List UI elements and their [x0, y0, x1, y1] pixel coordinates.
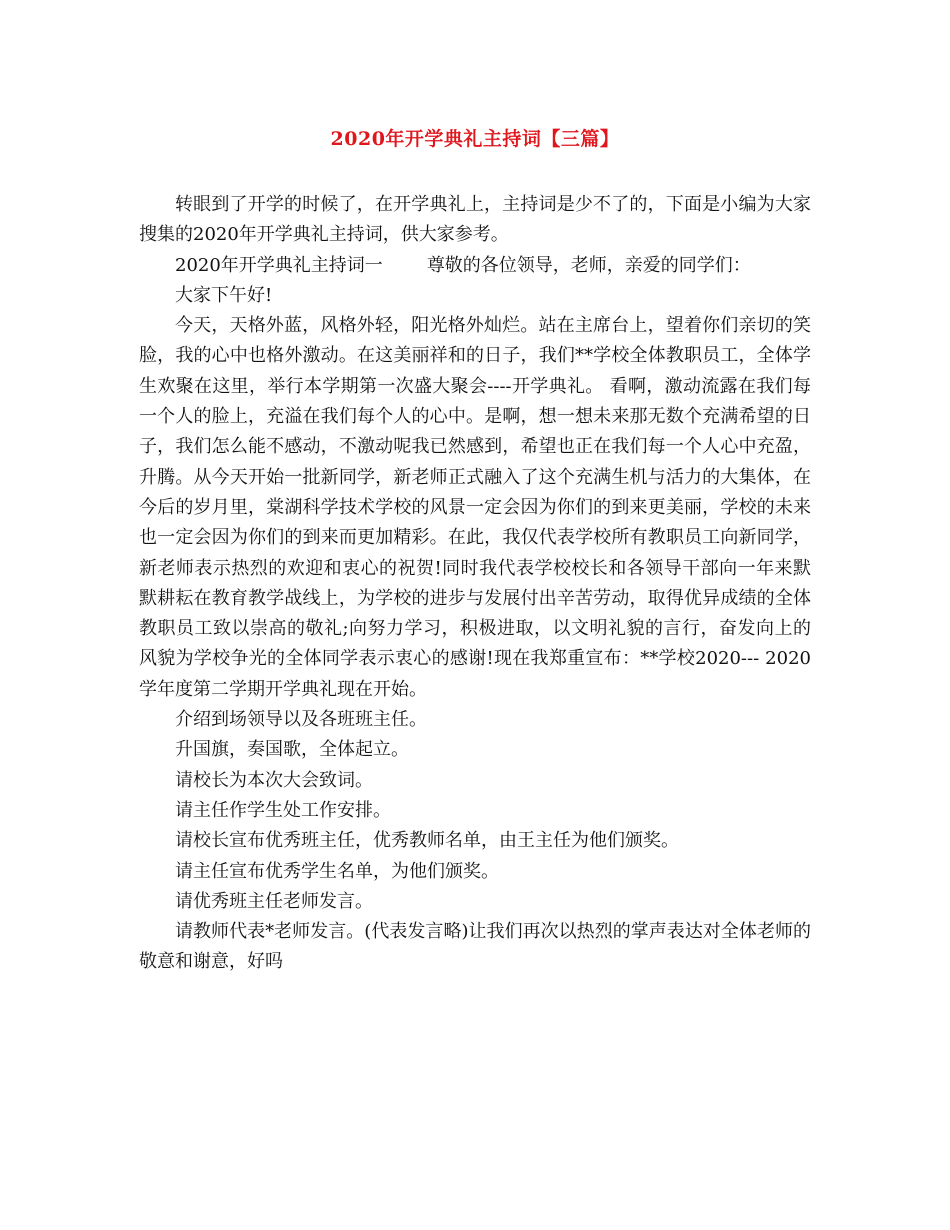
agenda-item: 请主任作学生处工作安排。 [175, 799, 391, 821]
document-title: 2020年开学典礼主持词【三篇】 [330, 128, 620, 150]
agenda-item: 请校长为本次大会致词。 [175, 769, 373, 791]
agenda-item: 请校长宣布优秀班主任，优秀教师名单，由王主任为他们颁奖。 [175, 830, 679, 852]
section-heading: 2020年开学典礼主持词一 [175, 254, 383, 276]
section-heading-line [139, 251, 811, 281]
agenda-item: 请主任宣布优秀学生名单，为他们颁奖。 [175, 860, 499, 882]
intro-paragraph: 转眼到了开学的时候了，在开学典礼上，主持词是少不了的，下面是小编为大家搜集的2020年开学典礼主持词，供大家参考。 [139, 194, 811, 246]
greeting: 尊敬的各位领导，老师，亲爱的同学们： [426, 254, 751, 276]
opening-speech-paragraph: 今天，天格外蓝，风格外轻，阳光格外灿烂。站在主席台上，望着你们亲切的笑脸，我的心中也格外激动。在这美丽祥和的日子，我们**学校全体教职员工，全体学生欢聚在这里，举行本学期第一次盛大聚会----开学典礼。 看啊，激动流露在我们每一个人的脸上，充溢在我们每个人的心中。是啊，想一想未来那无数个充满希望的日子，我们怎么能不感动，不激动呢我已然感到，希望也正在我们每一个人心中充盈，升腾。从今天开始一批新同学，新老师正式融入了这个充满生机与活力的大集体，在今后的岁月里，棠湖科学技术学校的风景一定会因为你们的到来更美丽，学校的未来也一定会因为你们的到来而更加精彩。在此，我仅代表学校所有教职员工向新同学，新老师表示热烈的欢迎和衷心的祝贺!同时我代表学校校长和各领导干部向一年来默默耕耘在教育教学战线上，为学校的进步与发展付出辛苦劳动，取得优异成绩的全体教职员工致以崇高的敬礼;向努力学习，积极进取，以文明礼貌的言行，奋发向上的风貌为学校争光的全体同学表示衷心的感谢!现在我郑重宣布：**学校2020--- 2020学年度第二学期开学典礼现在开始。 [139, 315, 811, 700]
agenda-item: 介绍到场领导以及各班班主任。 [175, 709, 427, 731]
agenda-item: 升国旗，奏国歌，全体起立。 [175, 739, 409, 761]
agenda-item: 请优秀班主任老师发言。 [175, 890, 373, 912]
closing-paragraph: 请教师代表*老师发言。(代表发言略)让我们再次以热烈的掌声表达对全体老师的敬意和谢意，好吗 [139, 921, 811, 973]
salutation-paragraph: 大家下午好! [175, 284, 273, 306]
document-body [139, 190, 811, 978]
